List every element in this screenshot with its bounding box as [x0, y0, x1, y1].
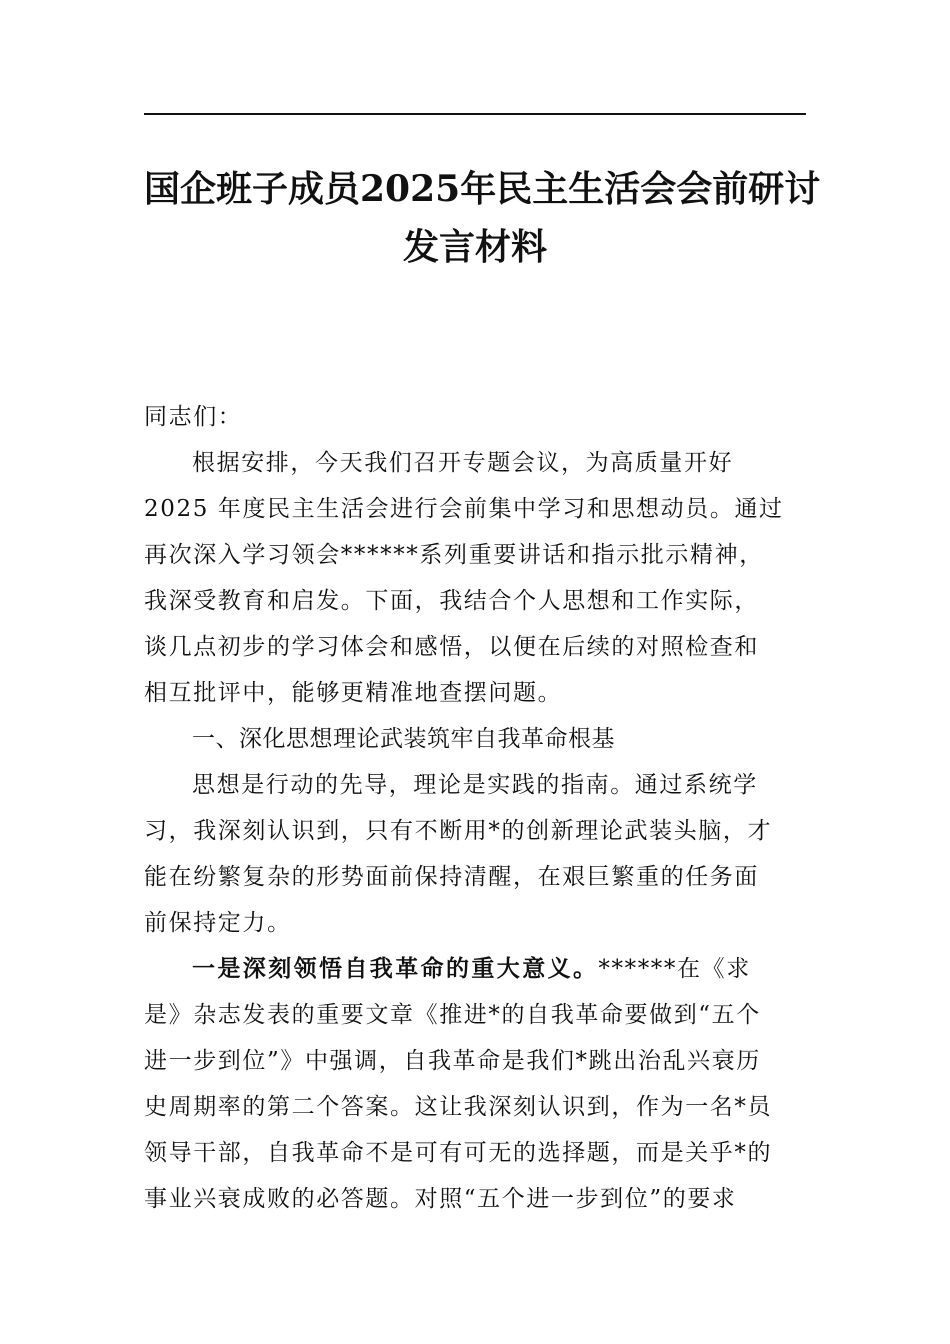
point1-paragraph [144, 946, 806, 1222]
section1-line: 能在纷繁复杂的形势面前保持清醒，在艰巨繁重的任务面 [144, 864, 759, 890]
section-heading-1: 一、深化思想理论武装筑牢自我革命根基 [192, 726, 615, 752]
point1-line: 进一步到位”》中强调，自我革命是我们*跳出治乱兴衰历 [144, 1048, 761, 1074]
intro-line: 再次深入学习领会******系列重要讲话和指示批示精神， [144, 542, 764, 568]
section1-line: 思想是行动的先导，理论是实践的指南。通过系统学 [192, 772, 758, 798]
title-line-1: 国企班子成员2025年民主生活会会前研讨 [144, 168, 821, 210]
intro-line: 谈几点初步的学习体会和感悟，以便在后续的对照检查和 [144, 634, 759, 660]
point1-lead: 一是深刻领悟自我革命的重大意义。 [192, 955, 599, 982]
point1-first-line [144, 946, 806, 992]
point1-first-rest: ******在《求 [598, 956, 751, 982]
intro-line: 根据安排，今天我们召开专题会议，为高质量开好 [192, 450, 734, 476]
header-rule [144, 113, 806, 115]
point1-line: 是》杂志发表的重要文章《推进*的自我革命要做到“五个 [144, 1002, 761, 1028]
document-body [144, 394, 806, 1222]
point1-line: 史周期率的第二个答案。这让我深刻认识到，作为一名*员 [144, 1094, 773, 1120]
intro-line: 相互批评中，能够更精准地查摆问题。 [144, 680, 563, 706]
section1-line: 习，我深刻认识到，只有不断用*的创新理论武装头脑，才 [144, 818, 773, 844]
point1-line: 领导干部，自我革命不是可有可无的选择题，而是关乎*的 [144, 1140, 773, 1166]
section1-paragraph [144, 762, 806, 946]
salutation: 同志们： [144, 404, 243, 430]
intro-paragraph [144, 440, 806, 716]
document-title [144, 160, 821, 276]
intro-line: 我深受教育和启发。下面，我结合个人思想和工作实际， [144, 588, 759, 614]
title-line-2: 发言材料 [402, 226, 547, 268]
section1-line: 前保持定力。 [144, 910, 292, 936]
intro-line: 2025 年度民主生活会进行会前集中学习和思想动员。通过 [144, 496, 784, 522]
point1-line: 事业兴衰成败的必答题。对照“五个进一步到位”的要求 [144, 1186, 737, 1212]
